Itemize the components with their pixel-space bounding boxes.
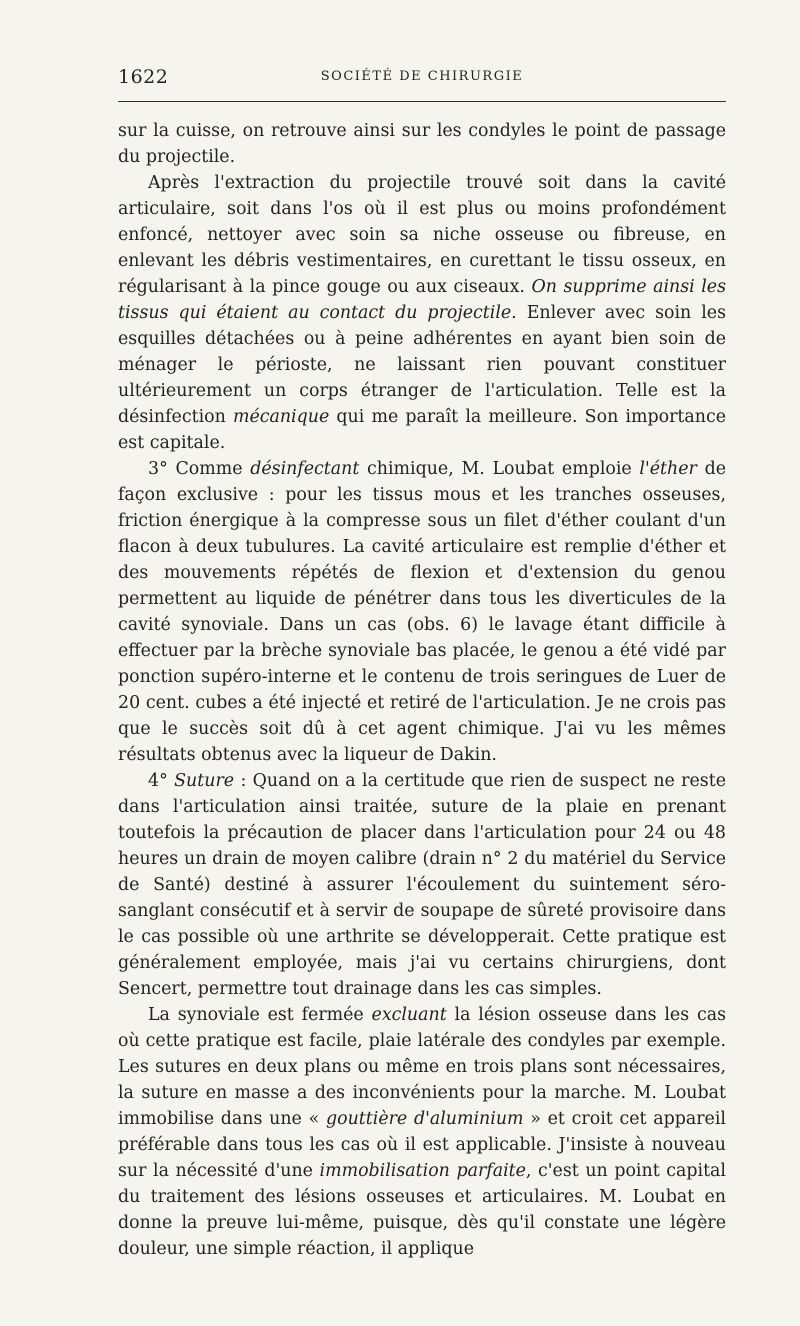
running-title: SOCIÉTÉ DE CHIRURGIE [320, 69, 524, 84]
paragraph-suture: 4° Suture : Quand on a la certitude que rien de suspect ne reste dans l'articulation ainsi traitée, suture de la plaie en prenant toutefois la précaution de placer dans l'articulation pour 24 ou 48 heures un drain de moyen calibre (drain n° 2 du matériel du Service de Santé) destiné à assurer l'écoulement du suintement séro-sanglant consécutif et à servir de soupape de sûreté provisoire dans le cas possible où une arthrite se développerait. Cette pratique est généralement employée, mais j'ai vu certains chirurgiens, dont Sencert, permettre tout drainage dans les cas simples. [118, 771, 726, 999]
page-header [118, 66, 726, 94]
paragraph-disinfectant: 3° Comme désinfectant chimique, M. Loubat emploie l'éther de façon exclusive : pour les tissus mous et les tranches osseuses, friction énergique à la compresse sous un filet d'éther coulant d'un flacon à deux tubulures. La cavité articulaire est remplie d'éther et des mouvements répétés de flexion et d'extension du genou permettent au liquide de pénétrer dans tous les diverticules de la cavité synoviale. Dans un cas (obs. 6) le lavage étant difficile à effectuer par la brèche synoviale bas placée, le genou a été vidé par ponction supéro-interne et le contenu de trois seringues de Luer de 20 cent. cubes a été injecté et retiré de l'articulation. Je ne crois pas que le succès soit dû à cet agent chimique. J'ai vu les mêmes résultats obtenus avec la liqueur de Dakin. [118, 459, 726, 765]
page-number: 1622 [118, 66, 169, 88]
paragraph-extraction: Après l'extraction du projectile trouvé soit dans la cavité articulaire, soit dans l'os où il est plus ou moins profondément enfoncé, nettoyer avec soin sa niche osseuse ou fibreuse, en enlevant les débris vestimentaires, en curettant le tissu osseux, en régularisant à la pince gouge ou aux ciseaux. On supprime ainsi les tissus qui étaient au contact du projectile. Enlever avec soin les esquilles détachées ou à peine adhérentes en ayant bien soin de ménager le périoste, ne laissant rien pouvant constituer ultérieurement un corps étranger de l'articulation. Telle est la désinfection mécanique qui me paraît la meilleure. Son importance est capitale. [118, 173, 727, 453]
paragraph-synovial: La synoviale est fermée excluant la lésion osseuse dans les cas où cette pratique est facile, plaie latérale des condyles par exemple. Les sutures en deux plans ou même en trois plans sont nécessaires, la suture en masse a des inconvénients pour la marche. M. Loubat immobilise dans une « gouttière d'aluminium » et croit cet appareil préférable dans tous les cas où il est applicable. J'insiste à nouveau sur la nécessité d'une immobilisation parfaite, c'est un point capital du traitement des lésions osseuses et articulaires. M. Loubat en donne la preuve lui-même, puisque, dès qu'il constate une légère douleur, une simple réaction, il applique [118, 1005, 726, 1259]
body-text [118, 118, 726, 1262]
header-rule [118, 101, 726, 102]
paragraph-continuation: sur la cuisse, on retrouve ainsi sur les condyles le point de passage du projectile. [118, 121, 726, 167]
